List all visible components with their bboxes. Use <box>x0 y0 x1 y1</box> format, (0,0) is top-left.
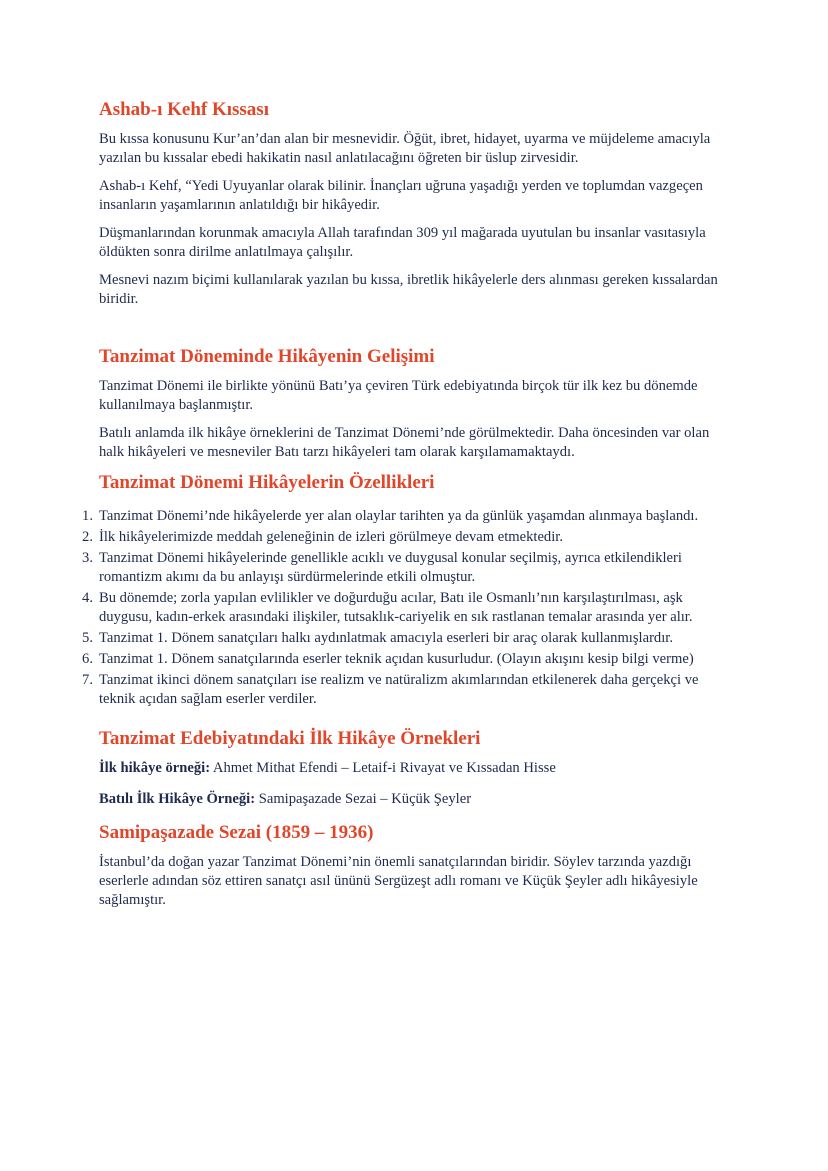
section-heading: Tanzimat Edebiyatındaki İlk Hikâye Örnekleri <box>99 728 481 749</box>
entry-label: Batılı İlk Hikâye Örneği: <box>99 791 256 807</box>
list-item-text: Tanzimat Dönemi’nde hikâyelerde yer alan olaylar tarihten ya da günlük yaşamdan alınmaya başlandı. <box>99 508 699 524</box>
section-heading: Samipaşazade Sezai (1859 – 1936) <box>99 822 374 843</box>
section-tanzimat-ozellikleri <box>82 471 732 709</box>
list-item <box>82 629 732 648</box>
section-ashab-i-kehf <box>99 98 732 309</box>
section-samipasazade-sezai <box>99 821 732 910</box>
paragraph: Batılı anlamda ilk hikâye örneklerini de Tanzimat Dönemi’nde görülmektedir. Daha öncesinden var olan halk hikâyeleri ve mesneviler Batı tarzı hikâyeleri tam olarak karşılamamaktaydı. <box>99 425 710 460</box>
list-number: 5. <box>82 630 93 646</box>
list-number: 2. <box>82 529 93 545</box>
list-item-text: İlk hikâyelerimizde meddah geleneğinin de izleri görülmeye devam etmektedir. <box>99 529 563 545</box>
list-number: 6. <box>82 651 93 667</box>
section-ilk-hikaye-ornekleri <box>99 727 732 809</box>
entry-value: Ahmet Mithat Efendi – Letaif-i Rivayat ve Kıssadan Hisse <box>210 760 556 776</box>
section-heading: Ashab-ı Kehf Kıssası <box>99 99 269 120</box>
list-item <box>82 671 732 709</box>
list-item-text: Tanzimat 1. Dönem sanatçılarında eserler teknik açıdan kusurludur. (Olayın akışını kesip bilgi verme) <box>99 651 694 667</box>
paragraph: Bu kıssa konusunu Kur’an’dan alan bir mesnevidir. Öğüt, ibret, hidayet, uyarma ve müjdeleme amacıyla yazılan bu kıssalar ebedi hakikatin nasıl anlatılacağını öğreten bir üslup zirvesidir. <box>99 131 711 166</box>
paragraph: Ashab-ı Kehf, “Yedi Uyuyanlar olarak bilinir. İnançları uğruna yaşadığı yerden ve toplumdan vazgeçen insanların yaşamlarının anlatıldığı bir hikâyedir. <box>99 178 703 213</box>
section-heading: Tanzimat Dönemi Hikâyelerin Özellikleri <box>99 472 435 493</box>
list-number: 3. <box>82 550 93 566</box>
list-item <box>82 589 732 627</box>
list-item <box>82 528 732 547</box>
paragraph: Düşmanlarından korunmak amacıyla Allah tarafından 309 yıl mağarada uyutulan bu insanlar vasıtasıyla öldükten sonra dirilme anlatılmaya çalışılır. <box>99 225 706 260</box>
list-item <box>82 549 732 587</box>
list-item-text: Tanzimat Dönemi hikâyelerinde genellikle acıklı ve duygusal konular seçilmiş, ayrıca etkilendikleri romantizm akımı da bu anlayışı sürdürmelerinde etkili olmuştur. <box>99 550 682 585</box>
paragraph: Tanzimat Dönemi ile birlikte yönünü Batı’ya çeviren Türk edebiyatında birçok tür ilk kez bu dönemde kullanılmaya başlanmıştır. <box>99 378 698 413</box>
entry-label: İlk hikâye örneği: <box>99 760 211 776</box>
list-item-text: Bu dönemde; zorla yapılan evlilikler ve doğurduğu acılar, Batı ile Osmanlı’nın karşılaştırılması, aşk duygusu, kadın-erkek arasındaki ilişkiler, tutsaklık-cariyelik en sık rastlanan temalar arasında yer alır. <box>99 590 693 625</box>
section-heading: Tanzimat Döneminde Hikâyenin Gelişimi <box>99 346 435 367</box>
list-item <box>82 507 732 526</box>
list-number: 4. <box>82 590 93 606</box>
paragraph: İstanbul’da doğan yazar Tanzimat Dönemi’nin önemli sanatçılarından biridir. Söylev tarzında yazdığı eserlerle adından söz ettiren sanatçı asıl ününü Sergüzeşt adlı romanı ve Küçük Şeyler adlı hikâyesiyle sağlamıştır. <box>99 854 698 908</box>
paragraph: Mesnevi nazım biçimi kullanılarak yazılan bu kıssa, ibretlik hikâyelerle ders alınması gereken kıssalardan biridir. <box>99 272 718 307</box>
section-tanzimat-gelisimi <box>99 345 732 462</box>
example-entry <box>99 759 732 778</box>
example-entry <box>99 790 732 809</box>
entry-value: Samipaşazade Sezai – Küçük Şeyler <box>255 791 472 807</box>
list-item <box>82 650 732 669</box>
features-list <box>82 507 732 709</box>
list-number: 7. <box>82 672 93 688</box>
list-item-text: Tanzimat ikinci dönem sanatçıları ise realizm ve natüralizm akımlarından etkilenerek daha gerçekçi ve teknik açıdan sağlam eserler verdiler. <box>99 672 699 707</box>
list-item-text: Tanzimat 1. Dönem sanatçıları halkı aydınlatmak amacıyla eserleri bir araç olarak kullanmışlardır. <box>99 630 673 646</box>
list-number: 1. <box>82 508 93 524</box>
